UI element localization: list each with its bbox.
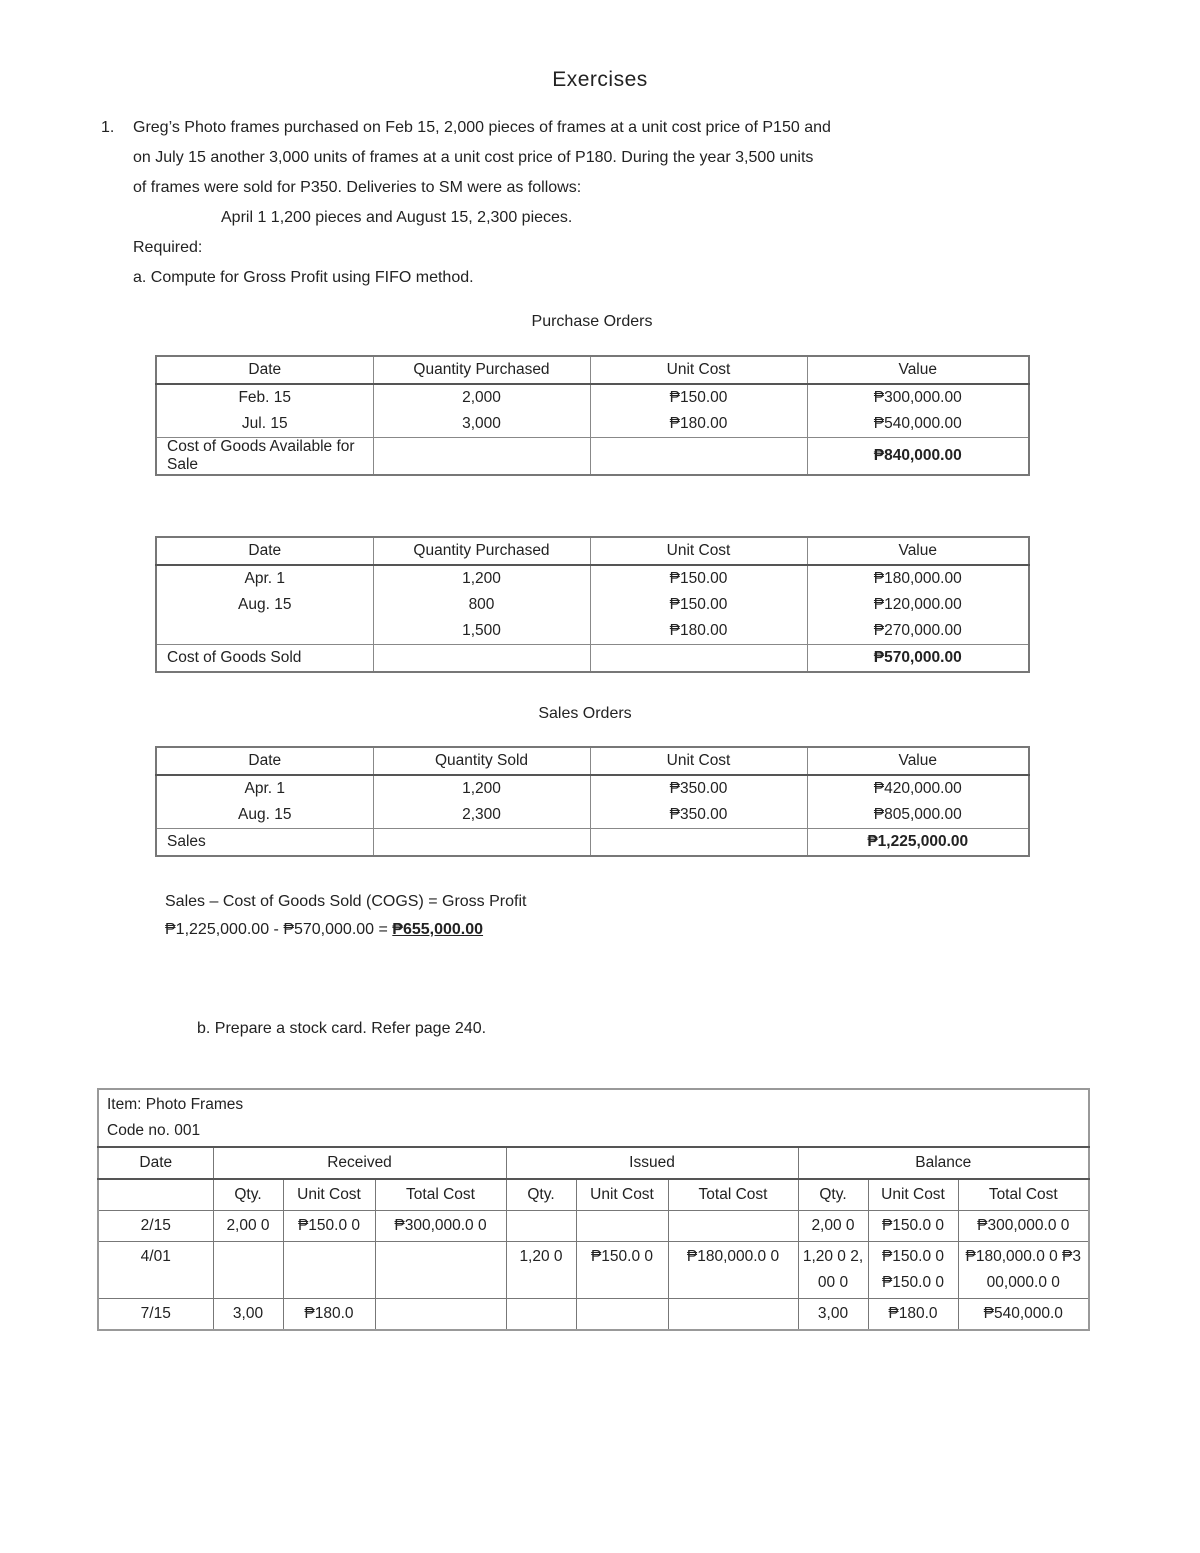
table-cell — [375, 1242, 506, 1299]
table-cell: ₱300,000.0 0 — [958, 1211, 1089, 1242]
gross-profit-result: ₱655,000.00 — [392, 921, 484, 938]
table-cell: 3,00 — [798, 1299, 868, 1331]
table-cell: ₱180.00 — [590, 411, 807, 438]
table-row — [156, 565, 1029, 592]
total-cell — [590, 438, 807, 476]
part-b: b. Prepare a stock card. Refer page 240. — [197, 1020, 487, 1037]
total-label: Cost of Goods Sold — [156, 645, 373, 673]
group-header: Balance — [798, 1147, 1089, 1179]
group-header-row — [98, 1147, 1089, 1179]
table-cell: ₱805,000.00 — [807, 802, 1029, 829]
gross-profit-formula — [165, 888, 526, 944]
stock-card-row — [98, 1242, 1089, 1299]
table-cell: ₱540,000.00 — [807, 411, 1029, 438]
total-cell — [373, 829, 590, 857]
table-cell: 1,20 0 — [506, 1242, 576, 1299]
total-row — [156, 438, 1029, 476]
code-label: Code no. 001 — [107, 1122, 201, 1139]
column-header — [98, 1179, 213, 1211]
column-header: Quantity Sold — [373, 747, 590, 775]
column-header: Date — [98, 1147, 213, 1179]
column-header: Unit Cost — [868, 1179, 958, 1211]
table-cell: 3,000 — [373, 411, 590, 438]
total-cell: ₱570,000.00 — [807, 645, 1029, 673]
table-cell: ₱300,000.0 0 — [375, 1211, 506, 1242]
column-header: Qty. — [798, 1179, 868, 1211]
table-row — [156, 802, 1029, 829]
total-row — [156, 645, 1029, 673]
total-label: Sales — [156, 829, 373, 857]
required-label: Required: — [133, 239, 203, 256]
total-label: Cost of Goods Available for Sale — [156, 438, 373, 476]
header-row — [156, 747, 1029, 775]
column-header: Value — [807, 537, 1029, 565]
problem-line: of frames were sold for P350. Deliveries to SM were as follows: — [133, 179, 582, 196]
table-cell: ₱270,000.00 — [807, 618, 1029, 645]
column-header: Total Cost — [958, 1179, 1089, 1211]
sales-orders-table — [155, 746, 1030, 857]
column-header: Qty. — [213, 1179, 283, 1211]
table-cell: 2,000 — [373, 384, 590, 411]
table-cell — [375, 1299, 506, 1331]
column-header: Unit Cost — [283, 1179, 375, 1211]
table-cell: 2/15 — [98, 1211, 213, 1242]
table-cell: 2,300 — [373, 802, 590, 829]
total-row — [156, 829, 1029, 857]
table-cell: ₱180,000.0 0 — [668, 1242, 798, 1299]
problem-statement — [101, 113, 1033, 293]
header-row — [156, 356, 1029, 384]
table-cell: ₱150.00 — [590, 384, 807, 411]
table-cell: ₱180.00 — [590, 618, 807, 645]
purchase-orders-caption: Purchase Orders — [531, 313, 653, 330]
table-cell: 1,200 — [373, 565, 590, 592]
table-cell: ₱540,000.0 — [958, 1299, 1089, 1331]
column-header: Qty. — [506, 1179, 576, 1211]
formula-computation: ₱1,225,000.00 - ₱570,000.00 = — [165, 921, 393, 938]
table-cell: 1,500 — [373, 618, 590, 645]
table-cell: ₱420,000.00 — [807, 775, 1029, 802]
table-cell: ₱150.00 — [590, 592, 807, 618]
table-cell: ₱180.0 — [283, 1299, 375, 1331]
table-cell: Aug. 15 — [156, 802, 373, 829]
table-cell: 1,200 — [373, 775, 590, 802]
table-cell — [576, 1211, 668, 1242]
table-cell — [283, 1242, 375, 1299]
table-cell: 1,20 0 2,00 0 — [798, 1242, 868, 1299]
stock-card-table — [97, 1088, 1090, 1331]
total-cell: ₱1,225,000.00 — [807, 829, 1029, 857]
header-row — [156, 537, 1029, 565]
table-cell: ₱180.0 — [868, 1299, 958, 1331]
table-cell — [668, 1211, 798, 1242]
table-cell: 800 — [373, 592, 590, 618]
table-cell — [576, 1299, 668, 1331]
total-cell — [590, 829, 807, 857]
table-cell: ₱180,000.0 0 ₱300,000.0 0 — [958, 1242, 1089, 1299]
item-label: Item: Photo Frames — [107, 1096, 244, 1113]
table-cell: ₱150.0 0 — [283, 1211, 375, 1242]
table-cell — [506, 1299, 576, 1331]
total-cell — [373, 438, 590, 476]
total-cell — [590, 645, 807, 673]
deliveries-line: April 1 1,200 pieces and August 15, 2,300 pieces. — [221, 209, 573, 226]
column-header: Date — [156, 537, 373, 565]
table-cell: ₱150.0 0 — [868, 1211, 958, 1242]
table-cell: 4/01 — [98, 1242, 213, 1299]
column-header: Unit Cost — [590, 747, 807, 775]
table-row — [156, 618, 1029, 645]
table-cell — [668, 1299, 798, 1331]
problem-number: 1. — [101, 119, 115, 136]
table-cell: 2,00 0 — [213, 1211, 283, 1242]
part-a: a. Compute for Gross Profit using FIFO method. — [133, 269, 474, 286]
table-cell: Apr. 1 — [156, 775, 373, 802]
table-cell: Feb. 15 — [156, 384, 373, 411]
table-cell: ₱150.0 0 ₱150.0 0 — [868, 1242, 958, 1299]
table-row — [156, 775, 1029, 802]
table-cell: 3,00 — [213, 1299, 283, 1331]
purchase-orders-table — [155, 355, 1030, 476]
column-header: Unit Cost — [590, 356, 807, 384]
column-header: Value — [807, 356, 1029, 384]
table-row — [156, 411, 1029, 438]
column-header: Quantity Purchased — [373, 356, 590, 384]
column-header: Total Cost — [668, 1179, 798, 1211]
cost-of-goods-sold-table — [155, 536, 1030, 673]
table-cell — [156, 618, 373, 645]
group-header: Received — [213, 1147, 506, 1179]
table-cell: Aug. 15 — [156, 592, 373, 618]
column-header: Total Cost — [375, 1179, 506, 1211]
column-header: Unit Cost — [590, 537, 807, 565]
stock-card-info — [98, 1089, 1089, 1147]
table-cell — [213, 1242, 283, 1299]
table-cell: ₱120,000.00 — [807, 592, 1029, 618]
total-cell: ₱840,000.00 — [807, 438, 1029, 476]
stock-card-row — [98, 1211, 1089, 1242]
group-header: Issued — [506, 1147, 798, 1179]
total-cell — [373, 645, 590, 673]
table-cell: ₱300,000.00 — [807, 384, 1029, 411]
formula-line: Sales – Cost of Goods Sold (COGS) = Gross Profit — [165, 893, 527, 910]
problem-line: on July 15 another 3,000 units of frames at a unit cost price of P180. During the year 3,500 units — [133, 149, 814, 166]
table-cell: Jul. 15 — [156, 411, 373, 438]
column-header: Quantity Purchased — [373, 537, 590, 565]
table-cell: ₱350.00 — [590, 775, 807, 802]
sales-orders-caption: Sales Orders — [538, 705, 632, 722]
column-header: Unit Cost — [576, 1179, 668, 1211]
column-header: Value — [807, 747, 1029, 775]
sub-header-row — [98, 1179, 1089, 1211]
problem-line: Greg’s Photo frames purchased on Feb 15, 2,000 pieces of frames at a unit cost price of P150 and — [133, 119, 831, 136]
table-row — [156, 384, 1029, 411]
table-row — [156, 592, 1029, 618]
column-header: Date — [156, 356, 373, 384]
page-title: Exercises — [552, 68, 648, 91]
table-cell: 2,00 0 — [798, 1211, 868, 1242]
table-cell: ₱150.0 0 — [576, 1242, 668, 1299]
table-cell: ₱180,000.00 — [807, 565, 1029, 592]
stock-card-row — [98, 1299, 1089, 1331]
table-cell: Apr. 1 — [156, 565, 373, 592]
table-cell: ₱350.00 — [590, 802, 807, 829]
table-cell: ₱150.00 — [590, 565, 807, 592]
table-cell — [506, 1211, 576, 1242]
column-header: Date — [156, 747, 373, 775]
table-cell: 7/15 — [98, 1299, 213, 1331]
